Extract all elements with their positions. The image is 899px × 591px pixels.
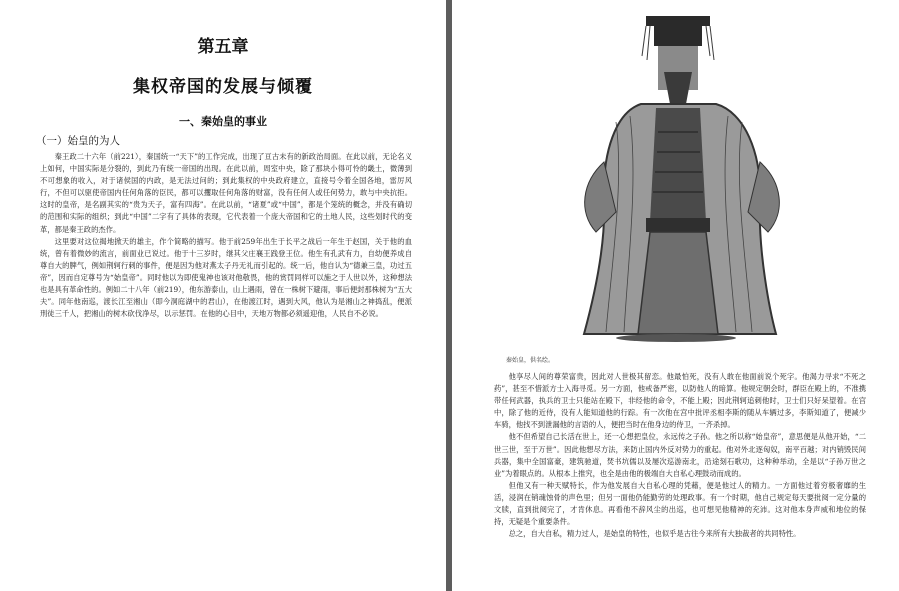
paragraph: 秦王政二十六年（前221），秦国统一“天下”的工作完成，出现了亘古未有的新政治局面。在此以前，无论名义上如何，中国实际是分裂的，到此乃有统一帝国的出现。在此以前，周室中央，除了那块小得可怜的畿土，微薄到不可想象的收入，对于诸侯国的内政，是无法过问的；到此集权的中央政府建立，直接号令着全国各地，雷厉风行，不但可以驱使帝国内任何角落的臣民，都可以攫取任何角落的财富，没有任何人或任何势力，敢与中央抗拒。这时的皇帝，是名副其实的“贵为天子，富有四海”。在此以前，“诸夏”或“中国”，都是个笼统的概念，并没有确切的范围和实际的组织；到此“中国”二字有了具体的表现，它代表着一个庞大帝国和它的土地人民，这些划时代的变革，都是秦王政的杰作。 [40, 152, 412, 234]
paragraph: 但他又有一种天赋特长，作为他发展自大自私心理的凭藉，便是他过人的精力。一方面他过着穷极奢靡的生活，浸润在销魂蚀骨的声色里；但另一面他仍能勤劳的处理政事。有一个时期，他自己规定每天要批阅一定分量的文牍，直到批阅完了，才肯休息。再看他不辞风尘的出巡，也可想见他精神的充沛。这对他本身声威和地位的保持，无疑是个重要条件。 [494, 480, 866, 527]
subsection-title: （一）始皇的为人 [36, 135, 120, 147]
paragraph: 总之，自大自私，精力过人，是始皇的特性，也似乎是古往今来所有大独裁者的共同特性。 [508, 529, 801, 539]
paragraph: 他不但希望自己长活在世上，还一心想把皇位，永远传之子孙。他之所以称“始皇帝”，意思便是从他开始，“二世三世，至于万世”。因此他想尽方法，来防止国内外反对势力的重起。他对外北逐匈奴，南平百越；对内销毁民间兵器，集中全国富豪，建筑驰道，焚书坑儒以及屡次巡游南北，沿途刻石歌功，这种种举动，全是以“子孙万世之业”为着眼点的。从根本上推究，也全是由他的极端自大自私心理鼓动而成的。 [494, 432, 866, 478]
emperor-portrait-illustration [546, 12, 822, 342]
chapter-number: 第五章 [197, 37, 249, 57]
left-page-body [40, 151, 412, 361]
right-page [452, 0, 899, 591]
chapter-title: 集权帝国的发展与倾覆 [133, 77, 313, 97]
paragraph: 他享尽人间的尊荣富贵，因此对人世极其留恋。他最怕死，没有人敢在他面前说个死字。他渴力寻求“不死之药”，甚至不惜派方士入海寻觅。另一方面，他戒备严密，以防他人的暗算。他规定朝会时，群臣在殿上的，不准携带任何武器，执兵的卫士只能站在殿下，非经他的命令，不能上殿；因此荆轲追刺他时，卫士们只好呆望着。在宫中，除了他的近侍，没有人能知道他的行踪。有一次他在宫中批评丞相李斯的随从车辆过多，李斯知道了，便减少车骑，他找不到泄漏他的言语的人，便把当时在他身边的侍卫，一齐杀掉。 [494, 372, 866, 430]
left-page [0, 0, 446, 591]
right-page-body [494, 371, 866, 586]
paragraph: 这里要对这位揭地掀天的雄主，作个简略的描写。他于前259年出生于长平之战后一年生于赵国，关于他的血统，曾有着微妙的流言，前面业已说过。他于十三岁时，继其父庄襄王践登王位。他生有孔武有力，自幼便养成自尊自大的脾气，例如荆轲行刺的事件，便是因为他对燕太子丹无礼而引起的。统一后，他自认为“德兼三皇，功过五帝”，因而自定尊号为“始皇帝”。同时他以为即使鬼神也该对他敬畏，他的赏罚同样可以施之于人世以外，这种想法也是具有革命性的。例如二十八年（前219），他东游泰山，山上遇雨，曾在一株树下避雨，事后便封那株树为“五大夫”。同年他南巡，渡长江至湘山（即今洞庭湖中的君山），在他渡江时，遇到大风，他认为是湘山之神捣乱，便派刑徒三千人，把湘山的树木砍伐净尽，以示惩罚。在他的心目中，天地万物都必须遥迎他，人民自不必说。 [40, 236, 412, 319]
figure-caption: 秦始皇，供名绘。 [506, 357, 555, 364]
section-title: 一、秦始皇的事业 [179, 115, 267, 128]
